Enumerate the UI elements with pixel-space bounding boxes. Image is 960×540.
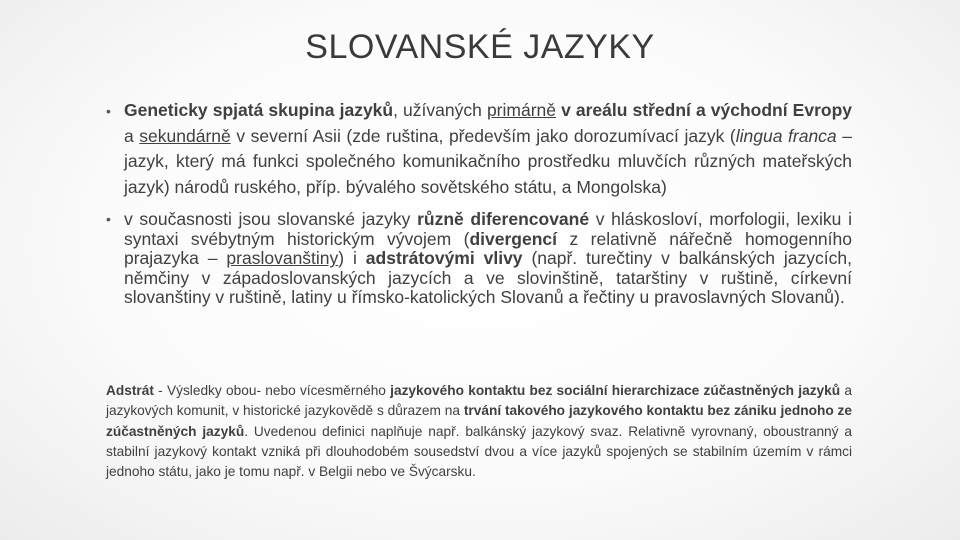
bold-phrase: Adstrát [106, 383, 154, 398]
text-run: z relativně nářečně homogenního prajazyka – [124, 228, 852, 269]
text-run: , užívaných [393, 100, 487, 120]
italic-term: lingua franca [735, 125, 837, 146]
adstrat-definition [106, 381, 852, 482]
bullet-differentiation [106, 210, 852, 308]
underlined-term: sekundárně [139, 125, 231, 146]
bold-phrase: jazykového kontaktu bez sociální hierarchizace zúčastněných jazyků [390, 383, 841, 398]
text-run: v současnosti jsou slovanské jazyky [124, 209, 418, 229]
bullet-definition [106, 98, 852, 200]
bold-phrase: Geneticky spjatá skupina jazyků [124, 100, 394, 120]
bold-phrase: adstrátovými vlivy [365, 248, 523, 269]
slide-title: SLOVANSKÉ JAZYKY [305, 28, 655, 66]
bold-phrase: trvání takového jazykového kontaktu bez zániku jednoho ze zúčastněných jazyků [106, 403, 852, 439]
text-run: (např. turečtiny v balkánských jazycích, němčiny v západoslovanských jazycích a ve slovinštině, tatarštiny v ruštině, církevní slovanštiny v ruštině, latiny u římsko-katolických Slovanů a řečtiny u pravoslavných Slovanů). [124, 248, 852, 308]
bullet-list [106, 98, 852, 308]
text-run: – jazyk, který má funkci společného komunikačního prostředku mluvčích různých mateřských jazyk) národů ruského, příp. bývalého sovětského státu, a Mongolska) [124, 125, 852, 197]
text-run: a [124, 125, 140, 146]
bold-phrase: divergencí [469, 228, 557, 249]
text-run: v severní Asii (zde ruština, především jako dorozumívací jazyk ( [230, 125, 736, 146]
text-run: - Výsledky obou- nebo vícesměrného [153, 383, 391, 398]
text-run: a jazykových komunit, v historické jazykovědě s důrazem na [106, 383, 853, 419]
text-run: ) i [338, 248, 366, 269]
underlined-term: praslovanštiny [226, 248, 339, 269]
bold-phrase: v areálu střední a východní Evropy [556, 100, 852, 120]
bold-phrase: různě diferencované [417, 209, 590, 229]
text-run: v hláskosloví, morfologii, lexiku i syntaxi svébytným historickým vývojem ( [124, 209, 852, 249]
underlined-term: primárně [486, 100, 556, 120]
text-run: . Uvedenou definici naplňuje např. balkánský jazykový svaz. Relativně vyrovnaný, oboustranný a stabilní jazykový kontakt vzniká při dlouhodobém sousedství dvou a více jazyků spojených se stabilním územím v rámci jednoho státu, jako je tomu např. v Belgii nebo ve Švýcarsku. [106, 423, 852, 480]
